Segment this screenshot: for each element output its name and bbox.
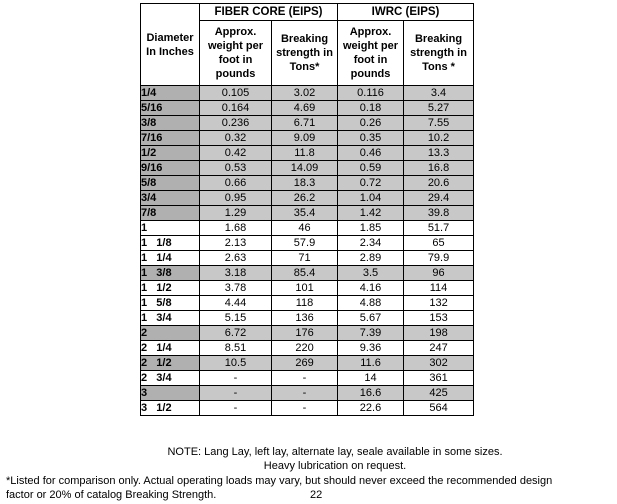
iwrc-weight-cell: 9.36 [338,341,404,356]
table-row [141,266,474,281]
fc-weight-cell: 3.18 [200,266,272,281]
iwrc-strength-cell: 153 [404,311,474,326]
iwrc-strength-cell: 114 [404,281,474,296]
fc-weight-cell: 1.68 [200,221,272,236]
iwrc-strength-cell: 361 [404,371,474,386]
fc-strength-cell: 9.09 [272,131,338,146]
iwrc-weight-cell: 2.34 [338,236,404,251]
iwrc-weight-cell: 1.42 [338,206,404,221]
iwrc-weight-cell: 22.6 [338,401,404,416]
iwrc-strength-cell: 13.3 [404,146,474,161]
iwrc-strength-cell: 16.8 [404,161,474,176]
fc-weight-cell: 6.72 [200,326,272,341]
fc-weight-cell: 0.105 [200,86,272,101]
fc-strength-cell: - [272,401,338,416]
iwrc-weight-header: Approx. weight per foot in pounds [338,21,404,86]
table-row [141,296,474,311]
diameter-cell: 1 5/8 [141,296,200,311]
fc-weight-cell: 4.44 [200,296,272,311]
iwrc-strength-cell: 425 [404,386,474,401]
iwrc-weight-cell: 3.5 [338,266,404,281]
iwrc-weight-cell: 0.35 [338,131,404,146]
iwrc-strength-cell: 96 [404,266,474,281]
fc-weight-cell: - [200,386,272,401]
fc-weight-cell: 1.29 [200,206,272,221]
iwrc-weight-cell: 11.6 [338,356,404,371]
fc-strength-cell: 269 [272,356,338,371]
fc-weight-cell: 0.32 [200,131,272,146]
diameter-cell: 5/16 [141,101,200,116]
diameter-cell: 1 [141,221,200,236]
fc-weight-cell: 0.236 [200,116,272,131]
fc-weight-cell: 0.164 [200,101,272,116]
iwrc-weight-cell: 0.46 [338,146,404,161]
fc-strength-header: Breaking strength in Tons* [272,21,338,86]
fc-strength-cell: 11.8 [272,146,338,161]
iwrc-weight-cell: 14 [338,371,404,386]
fc-strength-cell: 71 [272,251,338,266]
diameter-cell: 1/2 [141,146,200,161]
diameter-cell: 1/4 [141,86,200,101]
iwrc-strength-cell: 247 [404,341,474,356]
iwrc-strength-cell: 20.6 [404,176,474,191]
fc-strength-cell: - [272,386,338,401]
fc-weight-cell: - [200,371,272,386]
fc-weight-cell: 2.13 [200,236,272,251]
iwrc-strength-cell: 132 [404,296,474,311]
iwrc-strength-cell: 29.4 [404,191,474,206]
comparison-footnote: *Listed for comparison only. Actual operating loads may vary, but should never exceed the recommended design [6,475,553,487]
diameter-cell: 2 [141,326,200,341]
table-row [141,311,474,326]
diameter-cell: 2 3/4 [141,371,200,386]
iwrc-weight-cell: 5.67 [338,311,404,326]
diameter-cell: 1 3/4 [141,311,200,326]
fc-weight-cell: 2.63 [200,251,272,266]
table-row [141,206,474,221]
iwrc-weight-cell: 16.6 [338,386,404,401]
fc-weight-cell: 3.78 [200,281,272,296]
iwrc-strength-cell: 7.55 [404,116,474,131]
iwrc-header: IWRC (EIPS) [338,4,474,21]
fc-strength-cell: 136 [272,311,338,326]
table-row [141,371,474,386]
diameter-cell: 1 1/8 [141,236,200,251]
table-row [141,236,474,251]
table-row [141,341,474,356]
iwrc-weight-cell: 0.72 [338,176,404,191]
iwrc-strength-cell: 51.7 [404,221,474,236]
fc-strength-cell: 57.9 [272,236,338,251]
table-row [141,131,474,146]
table-row [141,326,474,341]
diameter-header: Diameter In Inches [141,4,200,86]
table-row [141,191,474,206]
iwrc-weight-cell: 0.18 [338,101,404,116]
diameter-cell: 5/8 [141,176,200,191]
fc-strength-cell: 101 [272,281,338,296]
iwrc-weight-cell: 4.16 [338,281,404,296]
fc-strength-cell: 118 [272,296,338,311]
iwrc-strength-cell: 3.4 [404,86,474,101]
table-row [141,386,474,401]
table-row [141,176,474,191]
table-row [141,101,474,116]
fc-strength-cell: 46 [272,221,338,236]
lay-note: NOTE: Lang Lay, left lay, alternate lay, seale available in some sizes. [167,446,503,458]
table-row [141,161,474,176]
fc-weight-cell: 8.51 [200,341,272,356]
diameter-cell: 3/4 [141,191,200,206]
diameter-cell: 2 1/2 [141,356,200,371]
iwrc-weight-cell: 0.26 [338,116,404,131]
fc-strength-cell: - [272,371,338,386]
iwrc-strength-cell: 65 [404,236,474,251]
diameter-cell: 3/8 [141,116,200,131]
iwrc-weight-cell: 1.85 [338,221,404,236]
diameter-cell: 1 3/8 [141,266,200,281]
fc-weight-cell: 0.42 [200,146,272,161]
comparison-footnote-cont: factor or 20% of catalog Breaking Strength. [6,489,217,501]
diameter-cell: 1 1/4 [141,251,200,266]
diameter-cell: 9/16 [141,161,200,176]
fc-strength-cell: 85.4 [272,266,338,281]
diameter-cell: 1 1/2 [141,281,200,296]
fc-weight-cell: - [200,401,272,416]
table-row [141,281,474,296]
fc-strength-cell: 176 [272,326,338,341]
fc-strength-cell: 220 [272,341,338,356]
iwrc-weight-cell: 0.59 [338,161,404,176]
table-row [141,401,474,416]
fc-strength-cell: 3.02 [272,86,338,101]
fc-strength-cell: 26.2 [272,191,338,206]
iwrc-strength-cell: 564 [404,401,474,416]
fiber-core-header: FIBER CORE (EIPS) [200,4,338,21]
iwrc-weight-cell: 2.89 [338,251,404,266]
fc-weight-header: Approx. weight per foot in pounds [200,21,272,86]
fc-weight-cell: 10.5 [200,356,272,371]
diameter-cell: 7/8 [141,206,200,221]
iwrc-strength-cell: 10.2 [404,131,474,146]
iwrc-strength-cell: 79.9 [404,251,474,266]
lubrication-note: Heavy lubrication on request. [263,460,407,472]
diameter-cell: 3 1/2 [141,401,200,416]
table-body [141,86,474,416]
iwrc-weight-cell: 4.88 [338,296,404,311]
wire-rope-spec-table [140,3,474,416]
iwrc-strength-cell: 5.27 [404,101,474,116]
diameter-cell: 3 [141,386,200,401]
iwrc-strength-header: Breaking strength in Tons * [404,21,474,86]
table-row [141,221,474,236]
fc-weight-cell: 0.53 [200,161,272,176]
table-row [141,116,474,131]
table-row [141,146,474,161]
table-row [141,251,474,266]
page-number: 22 [310,489,323,501]
fc-strength-cell: 6.71 [272,116,338,131]
diameter-cell: 7/16 [141,131,200,146]
table-row [141,356,474,371]
fc-weight-cell: 0.66 [200,176,272,191]
iwrc-weight-cell: 7.39 [338,326,404,341]
iwrc-weight-cell: 1.04 [338,191,404,206]
iwrc-weight-cell: 0.116 [338,86,404,101]
fc-strength-cell: 35.4 [272,206,338,221]
iwrc-strength-cell: 198 [404,326,474,341]
diameter-cell: 2 1/4 [141,341,200,356]
fc-weight-cell: 5.15 [200,311,272,326]
table-row [141,86,474,101]
fc-strength-cell: 14.09 [272,161,338,176]
fc-strength-cell: 4.69 [272,101,338,116]
iwrc-strength-cell: 302 [404,356,474,371]
fc-strength-cell: 18.3 [272,176,338,191]
iwrc-strength-cell: 39.8 [404,206,474,221]
fc-weight-cell: 0.95 [200,191,272,206]
